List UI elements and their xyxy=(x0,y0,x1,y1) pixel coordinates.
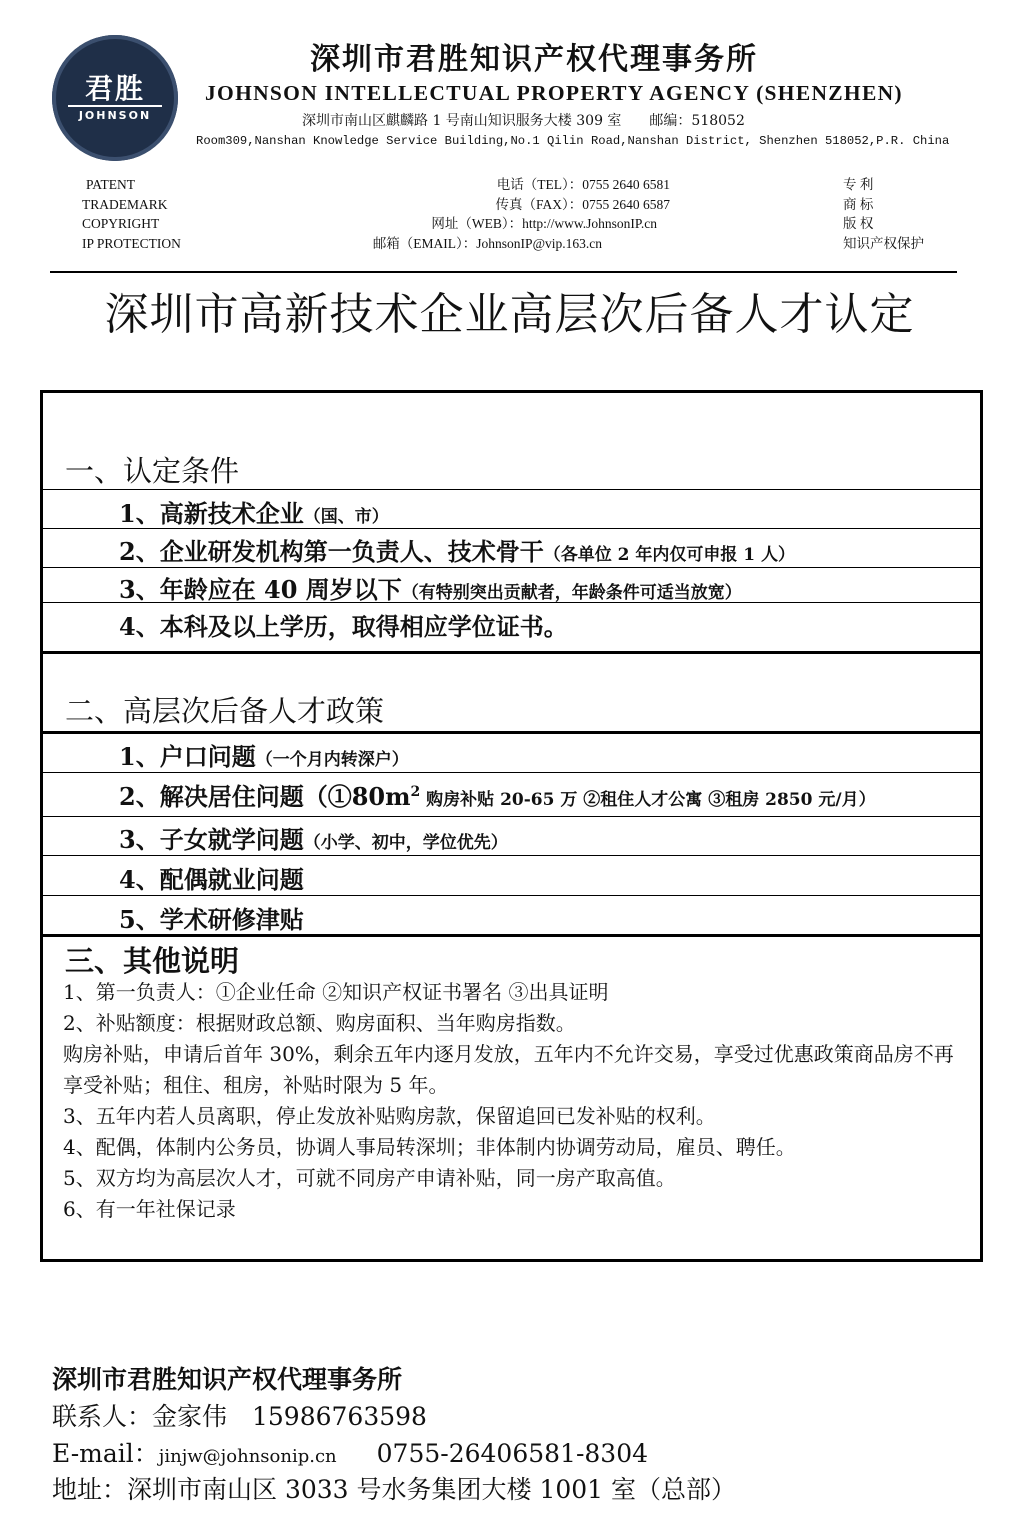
section2-item: 5、学术研修津贴 xyxy=(119,905,304,934)
section1-heading: 一、认定条件 xyxy=(65,454,240,488)
address-cn: 深圳市南山区麒麟路 1 号南山知识服务大楼 309 室 邮编：518052 xyxy=(302,113,745,129)
service-en-item: TRADEMARK xyxy=(82,196,168,212)
logo-divider xyxy=(68,105,162,107)
row-divider xyxy=(43,602,980,603)
logo-cn-text: 君胜 xyxy=(84,72,145,105)
service-cn-item: 商 标 xyxy=(843,196,874,212)
note-line: 购房补贴，申请后首年 30%，剩余五年内逐月发放，五年内不允许交易，享受过优惠政策商品房不再享受补贴；租住、租房，补贴时限为 5 年。 xyxy=(63,1042,954,1097)
service-en-item: PATENT xyxy=(86,177,136,192)
logo-en-text: JOHNSON xyxy=(78,109,152,122)
org-name-cn: 深圳市君胜知识产权代理事务所 xyxy=(310,42,758,77)
service-cn-item: 专 利 xyxy=(843,177,874,192)
section-divider xyxy=(43,651,980,654)
section1-item: 1、高新技术企业（国、市） xyxy=(119,499,389,528)
service-cn-item: 版 权 xyxy=(843,216,874,231)
contact-web[interactable]: 网址（WEB）：http://www.JohnsonIP.cn xyxy=(431,216,657,231)
section1-item: 3、年龄应在 40 周岁以下（有特别突出贡献者，年龄条件可适当放宽） xyxy=(119,575,742,604)
footer-company: 深圳市君胜知识产权代理事务所 xyxy=(52,1365,403,1394)
content-box xyxy=(40,390,983,1262)
contact-fax: 传真（FAX）：0755 2640 6587 xyxy=(495,196,670,212)
service-en-item: COPYRIGHT xyxy=(82,216,160,231)
header-divider xyxy=(50,271,957,273)
contact-info-list xyxy=(340,175,670,253)
contact-email[interactable]: 邮箱（EMAIL）：JohnsonIP@vip.163.cn xyxy=(372,235,602,251)
section-divider xyxy=(43,934,980,937)
row-divider xyxy=(43,895,980,896)
section2-item: 1、户口问题（一个月内转深户） xyxy=(119,742,409,771)
section-divider xyxy=(43,731,980,734)
note-line: 2、补贴额度：根据财政总额、购房面积、当年购房指数。 xyxy=(63,1011,576,1035)
email-link[interactable]: jinjw@johnsonip.cn xyxy=(158,1446,337,1467)
service-cn-item: 知识产权保护 xyxy=(843,235,924,251)
address-en: Room309,Nanshan Knowledge Service Building,No.1 Qilin Road,Nanshan District, Shenzhen 518052,P.R. China xyxy=(196,134,950,148)
services-cn-list xyxy=(843,175,924,253)
note-line: 3、五年内若人员离职，停止发放补贴购房款，保留追回已发补贴的权利。 xyxy=(63,1104,716,1128)
section3-notes xyxy=(63,977,973,1225)
note-line: 5、双方均为高层次人才，可就不同房产申请补贴，同一房产取高值。 xyxy=(63,1166,676,1190)
row-divider xyxy=(43,567,980,568)
section3-heading: 三、其他说明 xyxy=(65,944,240,978)
page-title: 深圳市高新技术企业高层次后备人才认定 xyxy=(104,289,915,340)
row-divider xyxy=(43,772,980,773)
row-divider xyxy=(43,855,980,856)
footer-address: 地址：深圳市南山区 3033 号水务集团大楼 1001 室（总部） xyxy=(52,1475,737,1504)
section2-item: 3、子女就学问题（小学、初中，学位优先） xyxy=(119,825,508,854)
section2-item: 2、解决居住问题（$①80m^2$ 购房补贴 20-65 万 ②租住人才公寓 ③租房 2850 元/月） xyxy=(119,782,876,811)
email-label: E-mail： xyxy=(52,1439,159,1468)
row-divider xyxy=(43,489,980,490)
contact-tel: 电话（TEL）：0755 2640 6581 xyxy=(496,177,670,192)
footer-email-row xyxy=(52,1434,648,1470)
row-divider xyxy=(43,816,980,817)
johnson-logo xyxy=(52,35,178,161)
note-line: 1、第一负责人：①企业任命 ②知识产权证书署名 ③出具证明 xyxy=(63,980,609,1004)
row-divider xyxy=(43,528,980,529)
org-name-en: JOHNSON INTELLECTUAL PROPERTY AGENCY (SHENZHEN) xyxy=(205,81,903,105)
section2-heading: 二、高层次后备人才政策 xyxy=(65,694,385,728)
note-line: 6、有一年社保记录 xyxy=(63,1197,236,1221)
footer-contact: 联系人：金家伟 15986763598 xyxy=(52,1402,427,1431)
footer-phone: 0755-26406581-8304 xyxy=(376,1439,649,1468)
section1-item: 2、企业研发机构第一负责人、技术骨干（各单位 2 年内仅可申报 1 人） xyxy=(119,537,796,566)
service-en-item: IP PROTECTION xyxy=(82,235,181,251)
note-line: 4、配偶，体制内公务员，协调人事局转深圳；非体制内协调劳动局，雇员、聘任。 xyxy=(63,1135,796,1159)
section1-item: 4、本科及以上学历，取得相应学位证书。 xyxy=(119,612,568,641)
services-en-list xyxy=(82,175,181,253)
section2-item: 4、配偶就业问题 xyxy=(119,865,304,894)
